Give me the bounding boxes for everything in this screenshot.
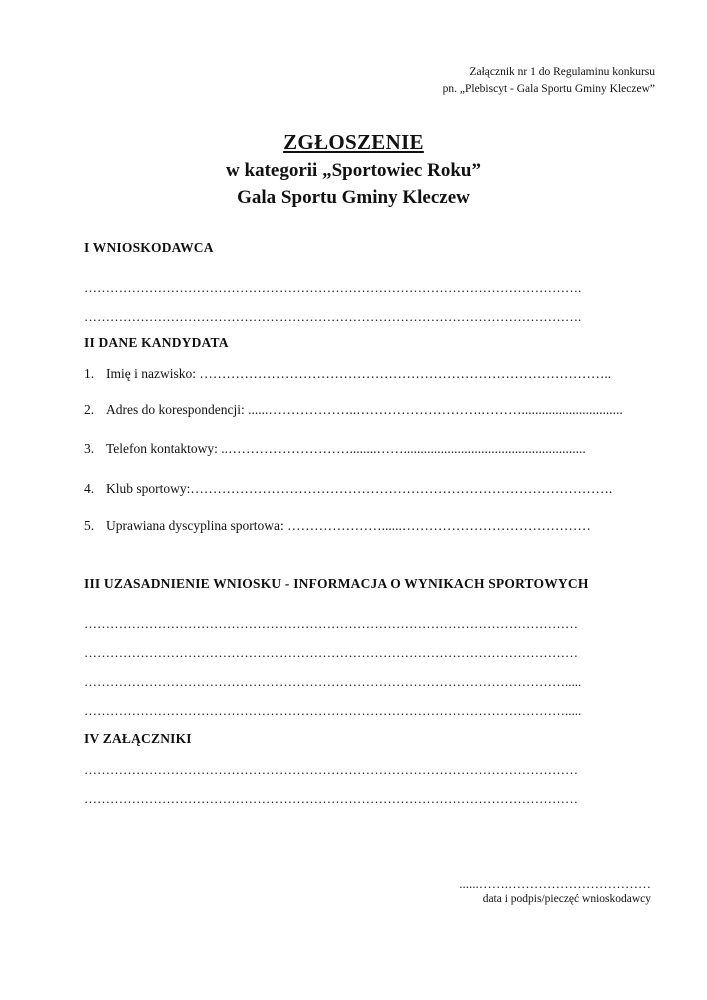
annex-note-line2: pn. „Plebiscyt - Gala Sportu Gminy Kleczew” xyxy=(442,83,655,95)
field-number: 2. xyxy=(84,402,95,417)
section-heading-justification: III UZASADNIENIE WNIOSKU - INFORMACJA O WYNIKACH SPORTOWYCH xyxy=(84,576,589,591)
signature-label: data i podpis/pieczęć wnioskodawcy xyxy=(482,893,651,905)
field-text: Imię i nazwisko: ……………………………………………………………………………….. xyxy=(106,366,612,381)
field-text: Adres do korespondencji: ......………………..……………………….……….............................. xyxy=(106,402,623,417)
attachments-line-2[interactable]: …………………………………………………………………………………………………… xyxy=(84,791,578,806)
justification-line-2[interactable]: …………………………………………………………………………………………………… xyxy=(84,645,578,660)
field-number: 3. xyxy=(84,441,95,456)
field-number: 5. xyxy=(84,518,95,533)
justification-line-3[interactable]: …………………………………………………………………………………………………..... xyxy=(84,674,582,689)
field-sports-club[interactable] xyxy=(84,481,612,497)
justification-line-1[interactable]: …………………………………………………………………………………………………… xyxy=(84,616,578,631)
document-title: ZGŁOSZENIE xyxy=(283,130,424,154)
field-text: Telefon kontaktowy: ..………………………........……...................................................... xyxy=(106,441,586,456)
section-heading-attachments: IV ZAŁĄCZNIKI xyxy=(84,731,192,746)
field-name[interactable] xyxy=(84,366,611,382)
field-phone[interactable] xyxy=(84,441,586,457)
section-heading-applicant: I WNIOSKODAWCA xyxy=(84,240,214,255)
field-text: Uprawiana dyscyplina sportowa: …………………......…………………………………… xyxy=(106,518,591,533)
section-heading-candidate: II DANE KANDYDATA xyxy=(84,335,229,350)
signature-line[interactable]: ......…….…………………………… xyxy=(459,876,651,891)
applicant-line-2[interactable]: ……………………………………………………………………………………………………. xyxy=(84,309,582,324)
field-discipline[interactable] xyxy=(84,518,591,534)
annex-note-line1: Załącznik nr 1 do Regulaminu konkursu xyxy=(469,66,655,78)
justification-line-4[interactable]: …………………………………………………………………………………………………..... xyxy=(84,703,582,718)
applicant-line-1[interactable]: ……………………………………………………………………………………………………. xyxy=(84,280,582,295)
attachments-line-1[interactable]: …………………………………………………………………………………………………… xyxy=(84,762,578,777)
field-text: Klub sportowy:…………………………………………………………………………………. xyxy=(106,481,613,496)
field-number: 1. xyxy=(84,366,95,381)
field-number: 4. xyxy=(84,481,95,496)
field-address[interactable] xyxy=(84,402,623,418)
document-subtitle-event: Gala Sportu Gminy Kleczew xyxy=(237,187,470,208)
document-subtitle-category: w kategorii „Sportowiec Roku” xyxy=(226,160,481,181)
